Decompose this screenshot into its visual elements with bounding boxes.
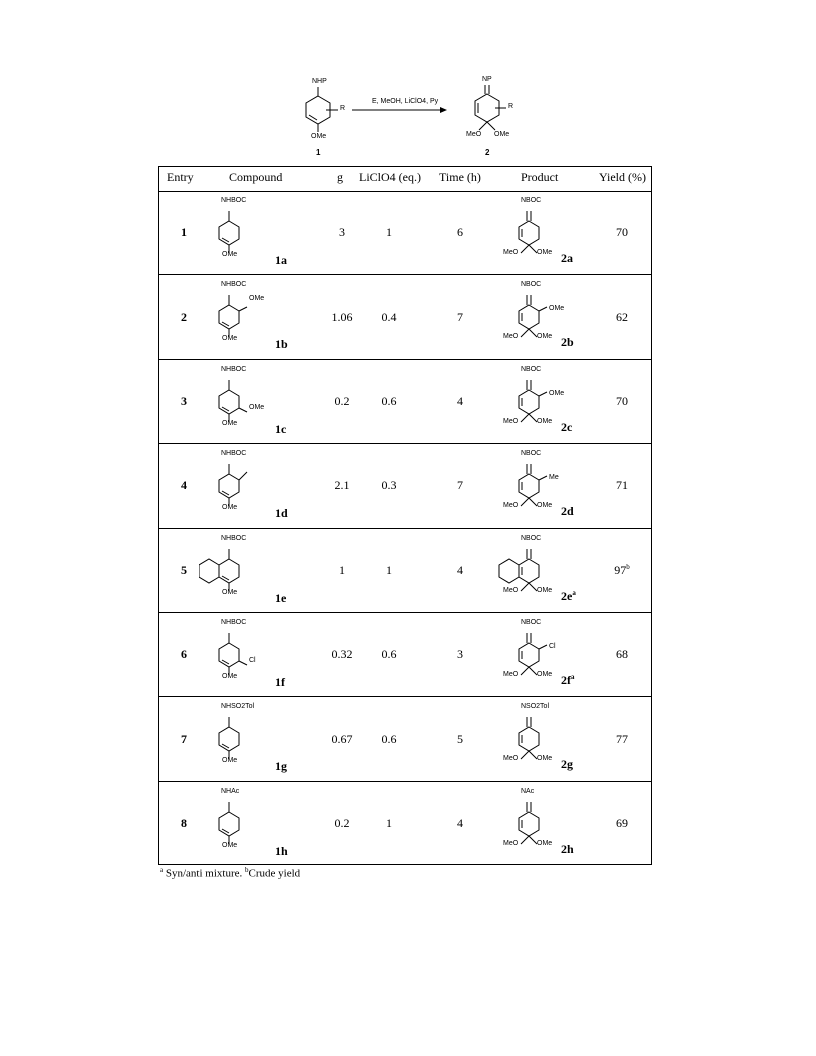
reactant-ring: [219, 474, 239, 498]
product-meo-bond: [521, 583, 529, 591]
header-time: Time (h): [439, 170, 481, 184]
reactant-structure: [199, 448, 319, 528]
product-group: NBOC: [521, 197, 542, 204]
product-label: [561, 757, 573, 772]
licl-cell: 1: [386, 562, 392, 577]
reactant-ring: [219, 643, 239, 667]
product-meo-bond: [521, 667, 529, 675]
product-label-text: 2a: [561, 251, 573, 265]
compound-label: 1e: [275, 590, 287, 605]
header-yield: Yield (%): [599, 170, 646, 184]
reactant-group: NHBOC: [221, 534, 247, 542]
product-ome-label: OMe: [537, 586, 553, 594]
yield-cell: [607, 394, 637, 409]
reactant-ring: [219, 305, 239, 329]
reactant-sub: R: [340, 105, 346, 112]
product-structure: [489, 195, 609, 275]
entry-cell: 4: [181, 478, 187, 493]
time-cell: 4: [457, 815, 463, 830]
table-header: [159, 167, 651, 192]
product-meo-bond: [521, 245, 529, 253]
reactant-group: NHBOC: [221, 450, 247, 458]
g-cell: 0.67: [331, 731, 353, 746]
table-row: [159, 529, 651, 613]
reactant-bottom: OMe: [222, 335, 238, 343]
entry-cell: 5: [181, 562, 187, 577]
product-structure: [489, 617, 609, 697]
g-cell: 0.2: [334, 815, 350, 830]
product-structure: [489, 533, 609, 613]
time-cell: 4: [457, 562, 463, 577]
licl-cell: 0.6: [381, 731, 397, 746]
entry-cell: 1: [181, 225, 187, 240]
g-cell: 1.06: [331, 309, 353, 324]
product-meo-bond: [521, 836, 529, 844]
fused-ring: [199, 559, 219, 583]
yield-sup: b: [626, 562, 630, 571]
reaction-scheme: [290, 70, 530, 166]
product-sub: OMe: [549, 389, 565, 397]
compound-label: 1a: [275, 253, 287, 267]
time-cell: 7: [457, 309, 463, 324]
product-ome-bond: [529, 245, 537, 253]
product-ome-label: OMe: [537, 671, 553, 678]
product-label-sup: a: [571, 673, 575, 681]
yield-cell: [607, 732, 637, 747]
reactant-ring: [219, 727, 239, 751]
reactant-structure: [199, 195, 319, 275]
product-structure: [489, 364, 609, 444]
entry-cell: 6: [181, 647, 187, 662]
reactant-structure: [199, 786, 319, 866]
entry-cell: 3: [181, 393, 187, 408]
product-ome-label: OMe: [537, 502, 553, 510]
product-label-text: 2b: [561, 335, 574, 350]
header-licl: LiClO4 (eq.): [359, 170, 421, 184]
header-g: g: [337, 170, 343, 184]
reactant-bottom: OMe: [222, 588, 238, 596]
product-group: NBOC: [521, 619, 542, 626]
yield-cell: [607, 563, 637, 578]
yield-cell: [607, 225, 637, 240]
product-label: [561, 842, 574, 857]
product-group: NBOC: [521, 534, 542, 542]
product-ome-label: OMe: [537, 755, 553, 763]
reactant-group: NHAc: [221, 787, 240, 795]
product-ome-bond: [529, 751, 537, 759]
table-row: [159, 191, 651, 275]
product-ome-bond: [529, 329, 537, 337]
product-sub: Me: [549, 474, 559, 482]
product-label-text: 2f: [561, 673, 571, 687]
product-ome-bond: [529, 667, 537, 675]
time-cell: 6: [457, 225, 463, 240]
product-ome-bond: [529, 414, 537, 422]
entry-cell: 8: [181, 815, 187, 830]
product-substituent-bond: [539, 392, 547, 396]
product-structure: [489, 786, 609, 866]
product-substituent-bond: [539, 645, 547, 649]
product-ome-label: OMe: [537, 333, 553, 341]
product-meo-bond: [521, 751, 529, 759]
product-ome-bond: [487, 122, 495, 130]
product-meo-bond: [479, 122, 487, 130]
yield-cell: [607, 647, 637, 662]
time-cell: 4: [457, 393, 463, 408]
reactant-ring: [219, 221, 239, 245]
yield-value: 71: [616, 478, 628, 493]
product-ome-label: OMe: [537, 249, 553, 256]
methyl-bond: [239, 472, 247, 480]
product-substituent-bond: [539, 307, 547, 311]
reaction-conditions: E, MeOH, LiClO4, Py: [372, 98, 439, 105]
g-cell: 1: [339, 562, 345, 577]
g-cell: 3: [339, 225, 345, 240]
reactant-sub: Cl: [249, 657, 256, 664]
product-label: [561, 504, 574, 519]
reactant-group: NHP: [312, 78, 327, 85]
reactant-group: NHBOC: [221, 197, 247, 204]
product-group: NAc: [521, 787, 535, 795]
reactant-bottom: OMe: [222, 504, 238, 512]
reactant-structure: [199, 617, 319, 697]
product-label: [561, 335, 574, 350]
entry-cell: 7: [181, 731, 187, 746]
table-row: [159, 613, 651, 697]
time-cell: 7: [457, 478, 463, 493]
reactant-ring: [219, 812, 239, 836]
yield-value: 97: [614, 562, 627, 577]
entry-cell: 2: [181, 309, 187, 324]
licl-cell: 1: [386, 225, 392, 240]
arrow-head: [440, 107, 447, 113]
licl-cell: 0.4: [381, 309, 397, 324]
time-cell: 3: [457, 647, 463, 662]
product-substituent-bond: [539, 476, 547, 480]
g-cell: 0.2: [334, 393, 350, 408]
reactant-bottom: OMe: [222, 419, 238, 427]
g-cell: 0.32: [331, 647, 353, 662]
yield-cell: [607, 310, 637, 325]
product-label: [561, 420, 572, 435]
reactant-sub: OMe: [249, 403, 265, 411]
yield-value: 69: [616, 815, 628, 830]
yield-cell: [607, 816, 637, 831]
product-sub: R: [508, 103, 514, 110]
product-group: NBOC: [521, 365, 542, 373]
product-sub: Cl: [549, 643, 556, 650]
product-group: NSO2Tol: [521, 703, 550, 711]
compound-label: 1c: [275, 421, 287, 436]
product-structure: [489, 448, 609, 528]
table-row: [159, 360, 651, 444]
reactant-structure: [199, 279, 319, 359]
product-label: [561, 673, 575, 688]
product-ome-bond: [529, 583, 537, 591]
footnote-a-mark: a: [160, 866, 164, 874]
product-meo-label: MeO: [503, 249, 519, 256]
product-ome-bond: [529, 836, 537, 844]
results-table: [158, 166, 652, 865]
product-meo-bond: [521, 329, 529, 337]
table-footnote: [160, 866, 300, 880]
compound-label: 1f: [275, 675, 285, 689]
compound-label: 1b: [275, 337, 288, 352]
compound-label: 1h: [275, 843, 288, 858]
time-cell: 5: [457, 731, 463, 746]
product-ome-label: OMe: [537, 839, 553, 847]
product-meo-label: MeO: [503, 839, 519, 847]
yield-cell: [607, 478, 637, 493]
compound-label: 1g: [275, 759, 287, 774]
yield-value: 70: [616, 225, 628, 240]
product-label-text: 2g: [561, 757, 573, 772]
table-row: [159, 444, 651, 528]
table-row: [159, 697, 651, 781]
product-label-text: 2d: [561, 504, 574, 519]
product-meo-label: MeO: [503, 671, 519, 678]
substituent-bond: [239, 307, 247, 311]
product-meo-label: MeO: [503, 333, 519, 341]
yield-value: 77: [616, 731, 628, 746]
reactant-group: NHBOC: [221, 365, 247, 373]
reactant-bottom: OMe: [222, 673, 238, 680]
product-group: NBOC: [521, 281, 542, 289]
product-group: NP: [482, 76, 492, 83]
reactant-group: NHSO2Tol: [221, 703, 255, 711]
product-label-sup: a: [572, 588, 576, 597]
yield-value: 70: [616, 393, 628, 408]
licl-cell: 0.6: [381, 393, 397, 408]
header-compound: Compound: [229, 170, 283, 184]
product-left: MeO: [466, 131, 482, 138]
product-right: OMe: [494, 131, 510, 138]
header-product: Product: [521, 170, 559, 184]
footnote-b-text: Crude yield: [248, 867, 301, 880]
reactant-ring: [219, 559, 239, 583]
product-meo-label: MeO: [503, 755, 519, 763]
reactant-group: NHBOC: [221, 619, 247, 626]
reactant-ring: [219, 390, 239, 414]
product-label: [561, 251, 573, 266]
reactant-bottom: OMe: [222, 251, 238, 258]
licl-cell: 0.3: [381, 478, 397, 493]
product-label: 2: [485, 148, 490, 157]
product-meo-label: MeO: [503, 417, 519, 425]
product-meo-bond: [521, 498, 529, 506]
product-group: NBOC: [521, 450, 542, 458]
product-label-text: 2c: [561, 419, 573, 434]
product-meo-label: MeO: [503, 502, 519, 510]
product-structure: [489, 279, 609, 359]
yield-value: 68: [616, 647, 628, 662]
reactant-sub: OMe: [249, 295, 265, 303]
reactant-bottom: OMe: [222, 757, 238, 765]
table-row: [159, 782, 651, 866]
licl-cell: 1: [386, 815, 392, 830]
table-row: [159, 275, 651, 359]
substituent-bond: [239, 408, 247, 412]
reactant-label: 1: [316, 148, 321, 157]
product-label-text: 2h: [561, 841, 574, 856]
reactant-bottom: OMe: [222, 841, 238, 849]
reactant-structure: [199, 533, 319, 613]
substituent-bond: [239, 661, 247, 665]
footnote-a-text: Syn/anti mixture.: [163, 867, 245, 880]
product-label: [561, 589, 576, 604]
product-meo-bond: [521, 414, 529, 422]
product-meo-label: MeO: [503, 586, 519, 594]
product-fused-ring: [499, 559, 519, 583]
reactant-group: NHBOC: [221, 281, 247, 289]
yield-value: 62: [616, 309, 628, 324]
reactant-structure: [199, 701, 319, 781]
compound-label: 1d: [275, 506, 288, 521]
reactant-bottom: OMe: [311, 133, 327, 140]
product-ome-bond: [529, 498, 537, 506]
g-cell: 2.1: [334, 478, 350, 493]
product-label-text: 2e: [561, 588, 573, 603]
product-sub: OMe: [549, 305, 565, 313]
header-entry: Entry: [167, 170, 194, 184]
product-ome-label: OMe: [537, 417, 553, 425]
footnote-b-mark: b: [245, 866, 249, 874]
product-structure: [489, 701, 609, 781]
licl-cell: 0.6: [381, 647, 397, 662]
